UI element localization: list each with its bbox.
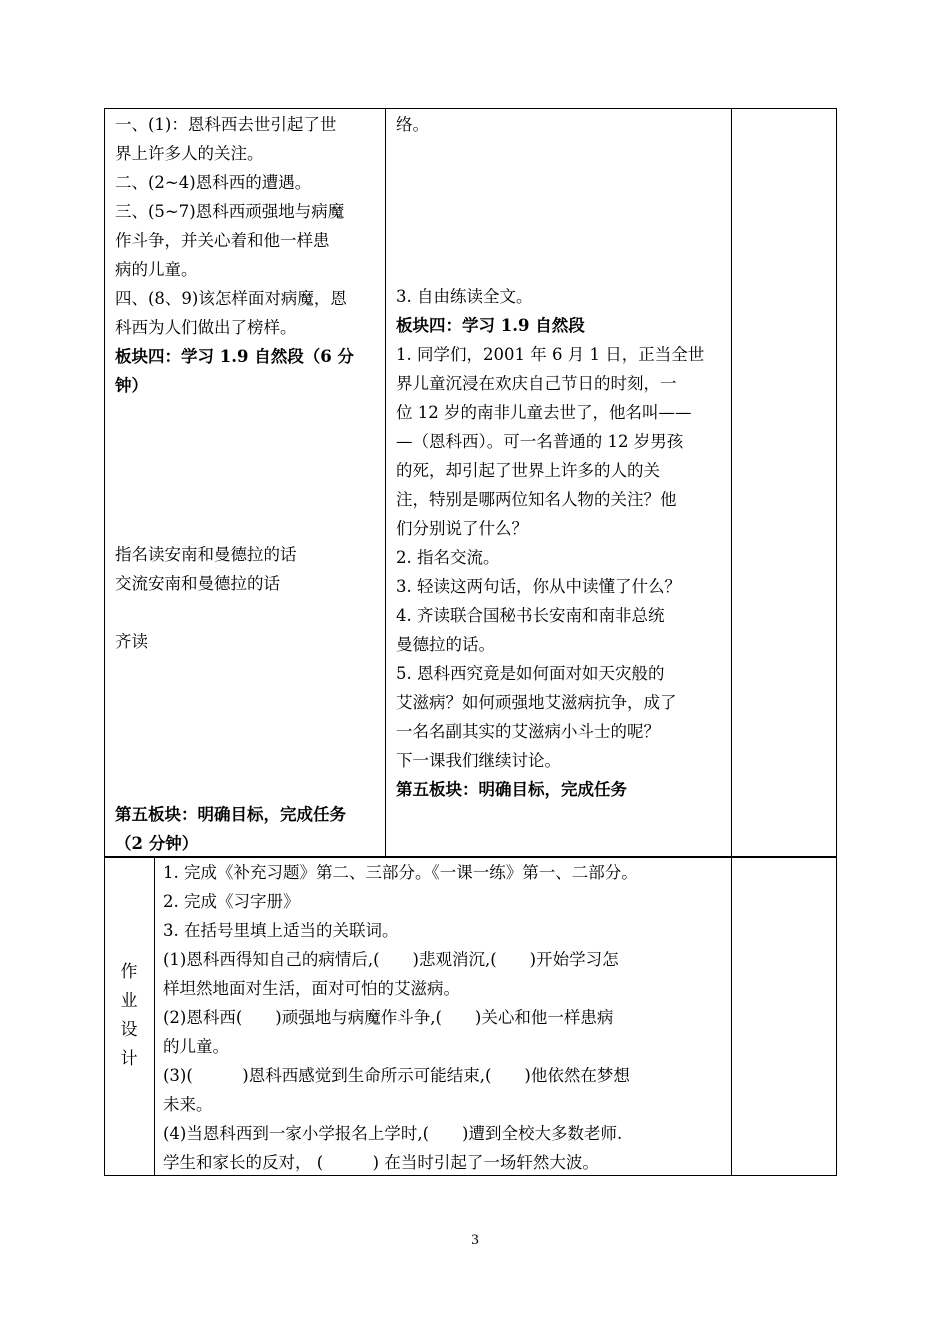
text-line: 一名名副其实的艾滋病小斗士的呢？	[396, 722, 660, 741]
section-heading: 板块四：学习 1.9 自然段	[396, 316, 585, 335]
homework-line: 样坦然地面对生活，面对可怕的艾滋病。	[163, 979, 460, 998]
left-section5	[115, 800, 383, 858]
homework-content	[163, 858, 728, 1177]
text-line: 齐读	[115, 632, 148, 651]
text-line: 交流安南和曼德拉的话	[115, 574, 280, 593]
label-char: 业	[120, 991, 138, 1011]
homework-line: (4)当恩科西到一家小学报名上学时,( )遭到全校大多数老师.	[163, 1124, 623, 1143]
homework-line: (3)( )恩科西感觉到生命所示可能结束,( )他依然在梦想	[163, 1066, 630, 1085]
homework-line: (1)恩科西得知自己的病情后,( )悲观消沉,( )开始学习怎	[163, 950, 619, 969]
homework-line: 1. 完成《补充习题》第二、三部分。《一课一练》第一、二部分。	[163, 863, 638, 882]
homework-line: 3. 在括号里填上适当的关联词。	[163, 921, 399, 940]
text-line: 注，特别是哪两位知名人物的关注？他	[396, 490, 677, 509]
homework-line: 的儿童。	[163, 1037, 229, 1056]
text-line: 四、(8、9)该怎样面对病魔，恩	[115, 289, 347, 308]
section-heading: 钟）	[115, 376, 148, 395]
text-line: 们分别说了什么？	[396, 519, 528, 538]
label-char: 作	[120, 962, 138, 982]
text-line: 5. 恩科西究竟是如何面对如天灾般的	[396, 664, 665, 683]
middle-column	[396, 282, 728, 804]
left-column	[115, 110, 383, 400]
text-line: 1. 同学们，2001 年 6 月 1 日，正当全世	[396, 345, 705, 364]
text-line: 3. 自由练读全文。	[396, 287, 533, 306]
column-divider	[731, 108, 732, 1176]
section-heading: 板块四：学习 1.9 自然段（6 分	[115, 347, 354, 366]
text-line: 作斗争，并关心着和他一样患	[115, 231, 330, 250]
homework-line: 学生和家长的反对， ( ) 在当时引起了一场轩然大波。	[163, 1153, 599, 1172]
homework-line: 未来。	[163, 1095, 213, 1114]
section-heading: （2 分钟）	[115, 834, 199, 853]
text-line: 艾滋病？如何顽强地艾滋病抗争，成了	[396, 693, 677, 712]
text-line: 病的儿童。	[115, 260, 198, 279]
page-number: 3	[471, 1232, 479, 1248]
text-line: 位 12 岁的南非儿童去世了，他名叫——	[396, 403, 692, 422]
text-line: 4. 齐读联合国秘书长安南和南非总统	[396, 606, 665, 625]
text-line: 络。	[396, 115, 429, 134]
label-char: 设	[120, 1020, 138, 1040]
text-line: 2. 指名交流。	[396, 548, 500, 567]
column-divider	[385, 108, 386, 858]
text-line: 指名读安南和曼德拉的话	[115, 545, 297, 564]
text-line: 的死，却引起了世界上许多的人的关	[396, 461, 660, 480]
text-line: 曼德拉的话。	[396, 635, 495, 654]
section-heading: 第五板块：明确目标，完成任务	[396, 780, 627, 799]
homework-line: 2. 完成《习字册》	[163, 892, 300, 911]
section-heading: 第五板块：明确目标，完成任务	[115, 805, 346, 824]
text-line: 3. 轻读这两句话，你从中读懂了什么？	[396, 577, 681, 596]
text-line: 三、(5~7)恩科西顽强地与病魔	[115, 202, 345, 221]
homework-label	[114, 958, 144, 1074]
text-line: 界儿童沉浸在欢庆自己节日的时刻，一	[396, 374, 677, 393]
homework-line: (2)恩科西( )顽强地与病魔作斗争,( )关心和他一样患病	[163, 1008, 614, 1027]
text-line: 科西为人们做出了榜样。	[115, 318, 297, 337]
column-divider	[154, 857, 155, 1176]
text-line: 下一课我们继续讨论。	[396, 751, 561, 770]
text-line: 一、(1)：恩科西去世引起了世	[115, 115, 337, 134]
middle-column-top	[396, 110, 728, 139]
text-line: 二、(2~4)恩科西的遭遇。	[115, 173, 312, 192]
text-line: —（恩科西）。可一名普通的 12 岁男孩	[396, 432, 684, 451]
left-activities	[115, 540, 383, 656]
text-line: 界上许多人的关注。	[115, 144, 264, 163]
label-char: 计	[120, 1049, 138, 1069]
